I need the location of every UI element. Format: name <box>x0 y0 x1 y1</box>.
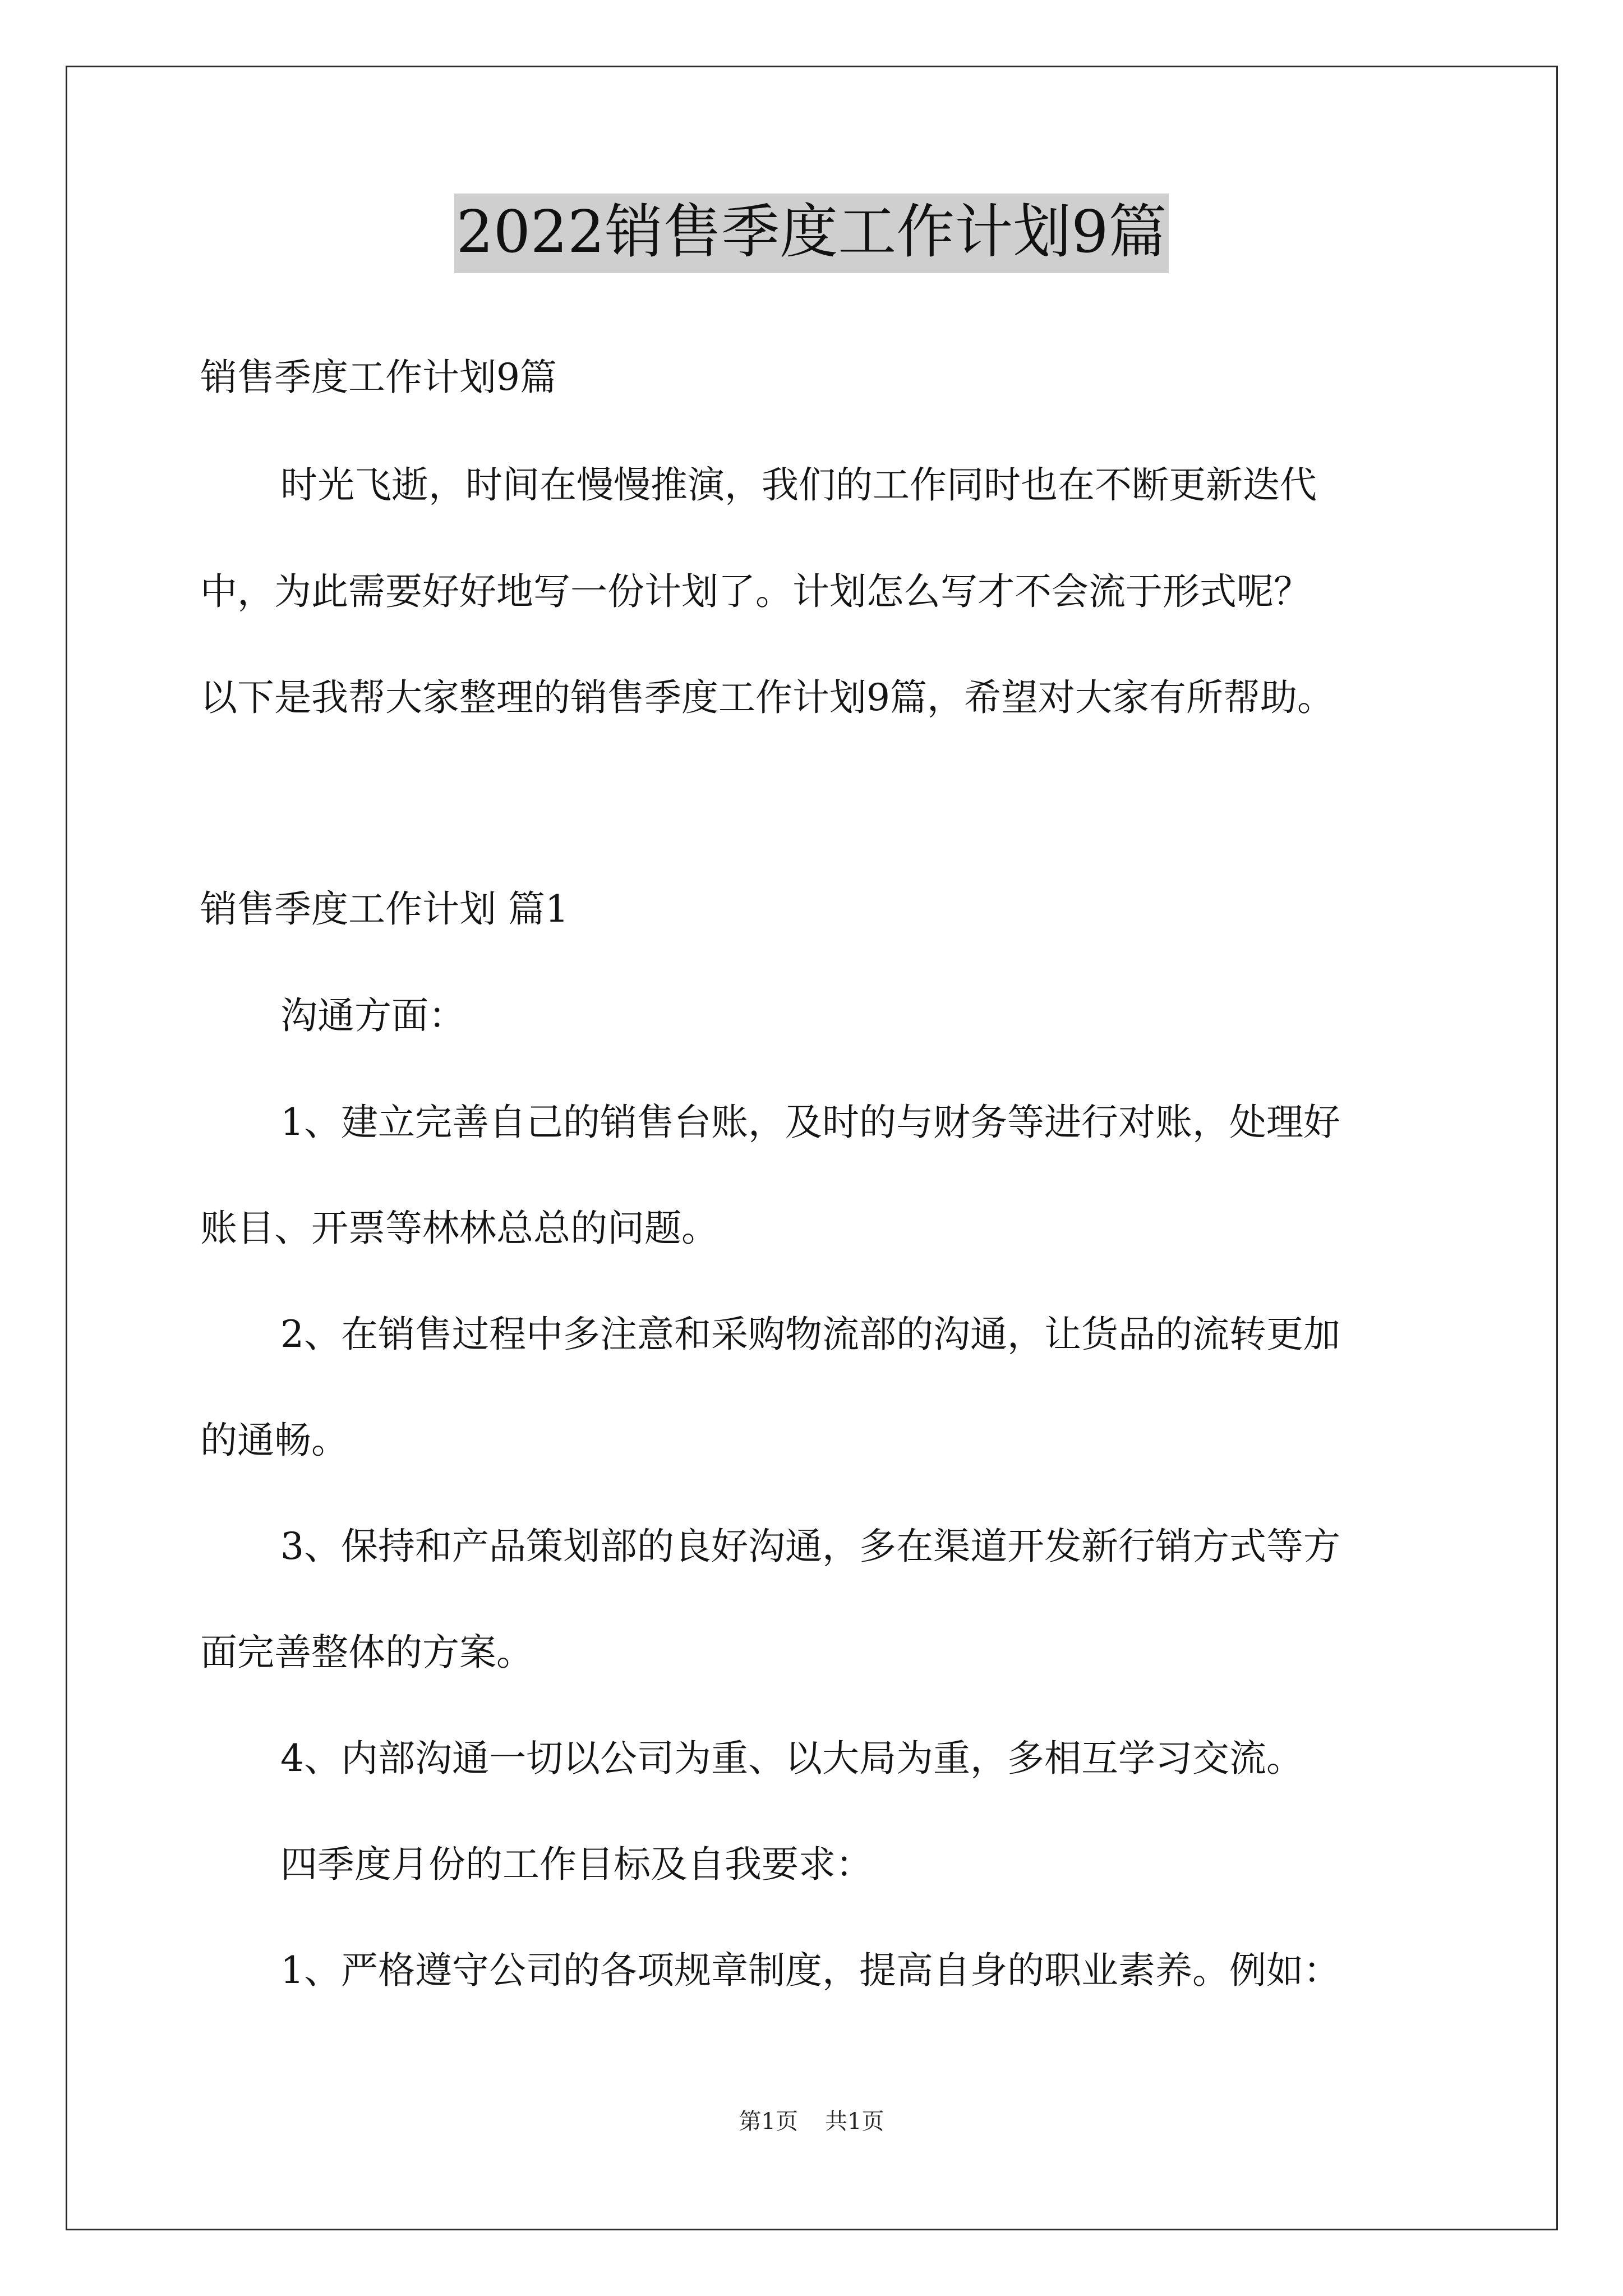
document-subtitle: 销售季度工作计划9篇 <box>200 356 557 399</box>
goal1-line: 1、严格遵守公司的各项规章制度，提高自身的职业素养。例如： <box>280 1949 1340 1992</box>
page-footer <box>0 2110 1623 2133</box>
intro-line-2: 中，为此需要好好地写一份计划了。计划怎么写才不会流于形式呢？ <box>200 570 1311 613</box>
section-heading: 销售季度工作计划 篇1 <box>200 887 569 931</box>
page-current: 第1页 <box>739 2109 798 2134</box>
goals-heading: 四季度月份的工作目标及自我要求： <box>280 1843 873 1886</box>
item2-line-1: 2、在销售过程中多注意和采购物流部的沟通，让货品的流转更加 <box>280 1313 1340 1356</box>
item2-line-2: 的通畅。 <box>200 1419 348 1462</box>
intro-line-3: 以下是我帮大家整理的销售季度工作计划9篇，希望对大家有所帮助。 <box>200 676 1334 719</box>
item3-line-2: 面完善整体的方案。 <box>200 1631 533 1674</box>
item3-line-1: 3、保持和产品策划部的良好沟通，多在渠道开发新行销方式等方 <box>280 1525 1340 1568</box>
communication-heading: 沟通方面： <box>280 994 465 1037</box>
page-total: 共1页 <box>825 2109 884 2134</box>
document-title: 2022销售季度工作计划9篇 <box>454 194 1169 273</box>
item1-line-1: 1、建立完善自己的销售台账，及时的与财务等进行对账，处理好 <box>280 1101 1340 1144</box>
intro-line-1: 时光飞逝，时间在慢慢推演，我们的工作同时也在不断更新迭代 <box>280 463 1317 507</box>
title-area <box>0 194 1623 273</box>
item4-line: 4、内部沟通一切以公司为重、以大局为重，多相互学习交流。 <box>280 1737 1303 1780</box>
item1-line-2: 账目、开票等林林总总的问题。 <box>200 1207 718 1250</box>
